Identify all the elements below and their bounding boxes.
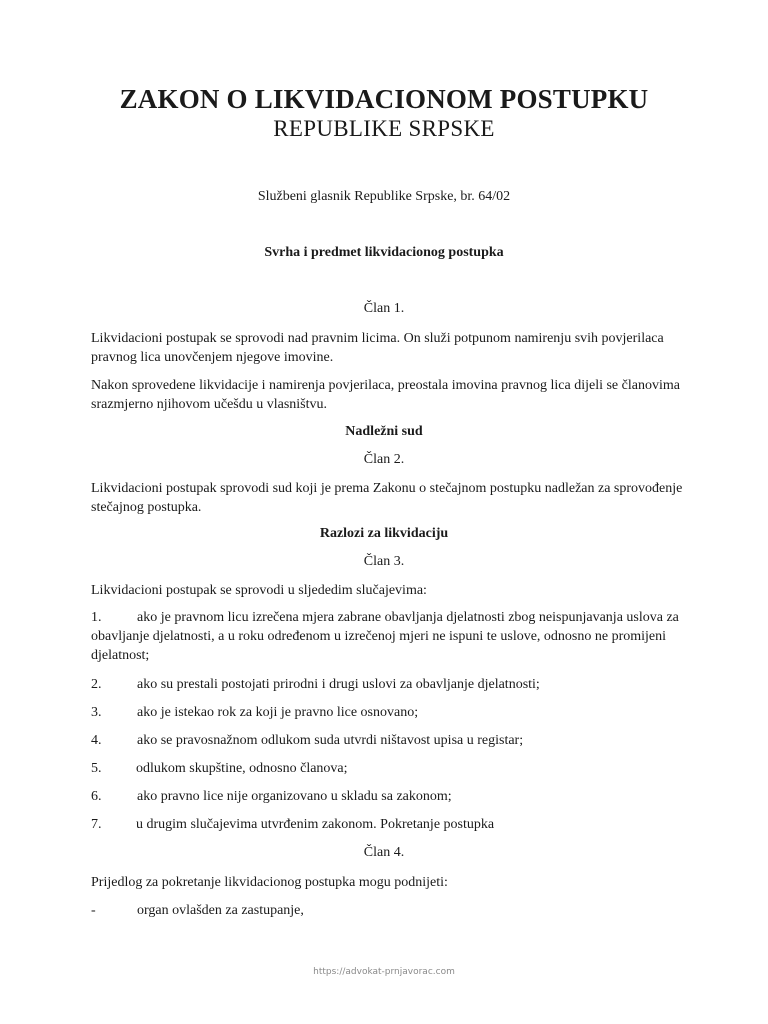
list-bullet: - <box>91 903 96 918</box>
section-heading-court: Nadležni sud <box>345 424 423 439</box>
section-heading-purpose: Svrha i predmet likvidacionog postupka <box>264 245 504 260</box>
list-number: 2. <box>91 677 102 692</box>
list-number: 6. <box>91 789 102 804</box>
article-4-intro: Prijedlog za pokretanje likvidacionog postupka mogu podnijeti: <box>91 875 448 890</box>
list-text: odlukom skupštine, odnosno članova; <box>136 761 348 776</box>
article-3-item-6 <box>91 787 691 806</box>
list-number: 4. <box>91 733 102 748</box>
article-1-label: Član 1. <box>363 301 405 316</box>
article-2-label: Član 2. <box>363 452 405 467</box>
list-number: 3. <box>91 705 102 720</box>
list-number: 1. <box>91 610 102 625</box>
list-number: 7. <box>91 817 102 832</box>
article-4-label: Član 4. <box>363 845 405 860</box>
list-number: 5. <box>91 761 102 776</box>
list-text: ako je istekao rok za koji je pravno lice osnovano; <box>137 705 419 720</box>
article-3-intro: Likvidacioni postupak se sprovodi u sljededim slučajevima: <box>91 583 427 598</box>
list-text: ako je pravnom licu izrečena mjera zabrane obavljanja djelatnosti zbog neispunjavanja uslova za obavljanje djelatnosti, a u roku određenom u izrečenoj mjeri ne ispuni te uslove, odnosno ne promijeni djelatnost; <box>91 610 679 663</box>
article-3-item-1 <box>91 608 691 665</box>
article-3-item-7 <box>91 815 691 834</box>
footer-url: https://advokat-prnjavorac.com <box>313 967 455 977</box>
gazette-reference: Službeni glasnik Republike Srpske, br. 64/02 <box>257 189 511 204</box>
article-4-item-1 <box>91 901 691 920</box>
article-3-item-5 <box>91 759 691 778</box>
article-2-paragraph-1: Likvidacioni postupak sprovodi sud koji je prema Zakonu o stečajnom postupku nadležan za sprovođenje stečajnog postupka. <box>91 481 683 515</box>
article-1-paragraph-2: Nakon sprovedene likvidacije i namirenja povjerilaca, preostala imovina pravnog lica dijeli se članovima srazmjerno njihovom učešdu u vlasništvu. <box>91 378 680 412</box>
article-3-item-4 <box>91 731 691 750</box>
article-3-label: Član 3. <box>363 554 405 569</box>
document-subtitle: REPUBLIKE SRPSKE <box>273 116 495 141</box>
list-text: organ ovlašden za zastupanje, <box>137 903 304 918</box>
list-text: ako pravno lice nije organizovano u skladu sa zakonom; <box>137 789 452 804</box>
list-text: u drugim slučajevima utvrđenim zakonom. Pokretanje postupka <box>136 817 495 832</box>
article-1-paragraph-1: Likvidacioni postupak se sprovodi nad pravnim licima. On služi potpunom namirenju svih povjerilaca pravnog lica unovčenjem njegove imovine. <box>91 331 664 365</box>
article-3-item-2 <box>91 675 691 694</box>
section-heading-reasons: Razlozi za likvidaciju <box>319 526 449 541</box>
article-3-item-3 <box>91 703 691 722</box>
list-text: ako su prestali postojati prirodni i drugi uslovi za obavljanje djelatnosti; <box>137 677 540 692</box>
document-title: ZAKON O LIKVIDACIONOM POSTUPKU <box>119 84 649 114</box>
list-text: ako se pravosnažnom odlukom suda utvrdi ništavost upisa u registar; <box>137 733 524 748</box>
